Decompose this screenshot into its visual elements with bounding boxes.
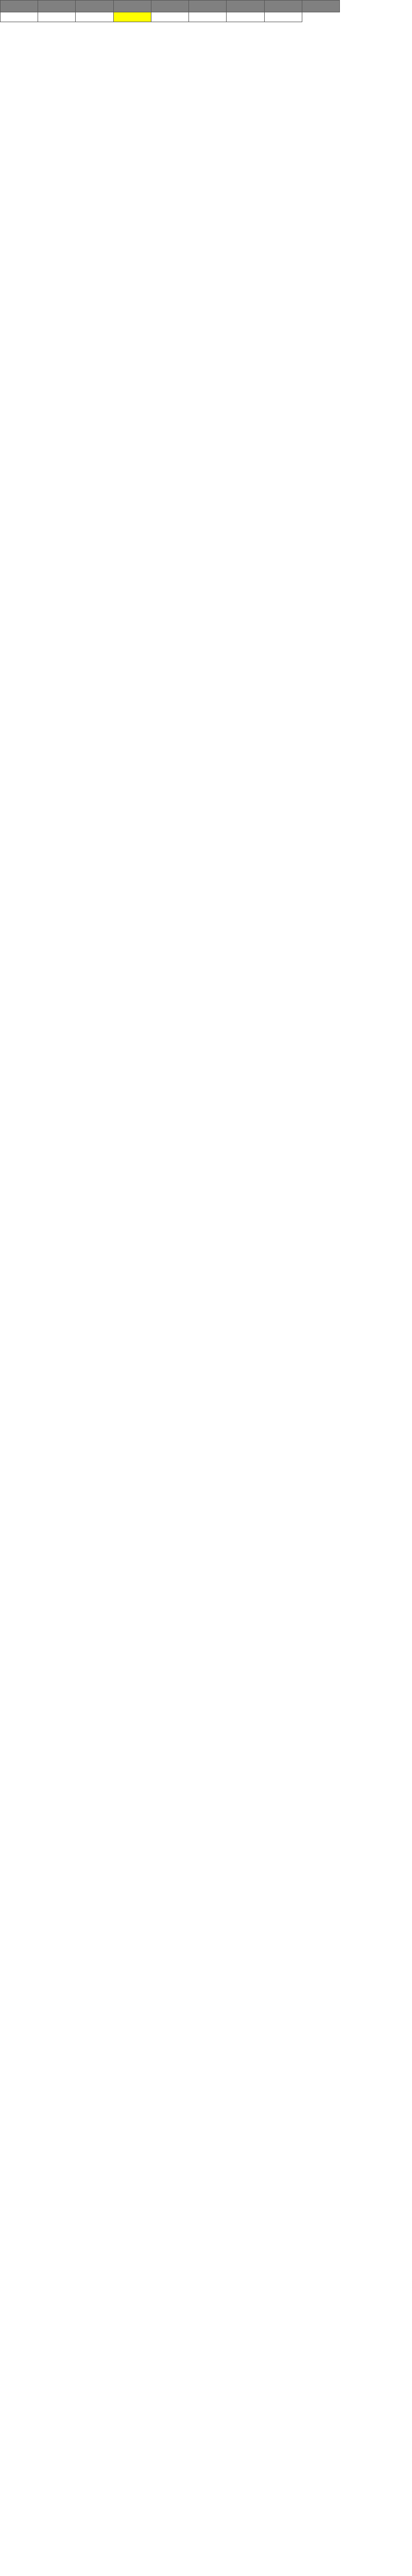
table-cell xyxy=(227,12,264,22)
header-cell xyxy=(189,1,227,12)
table-cell xyxy=(151,12,188,22)
highlighted-cell xyxy=(113,12,151,22)
table-cell xyxy=(38,12,76,22)
table-row xyxy=(1,12,340,22)
table-cell xyxy=(189,12,227,22)
header-cell xyxy=(151,1,188,12)
note-cell xyxy=(302,12,339,22)
spreadsheet-sheet xyxy=(0,0,340,22)
header-cell xyxy=(38,1,76,12)
schedule-table xyxy=(0,0,340,22)
header-cell xyxy=(264,1,302,12)
header-cell xyxy=(76,1,113,12)
table-cell xyxy=(1,12,38,22)
table-cell xyxy=(264,12,302,22)
table-header xyxy=(1,1,340,12)
table-cell xyxy=(76,12,113,22)
header-cell xyxy=(302,1,339,12)
header-cell xyxy=(113,1,151,12)
header-cell xyxy=(1,1,38,12)
header-cell xyxy=(227,1,264,12)
